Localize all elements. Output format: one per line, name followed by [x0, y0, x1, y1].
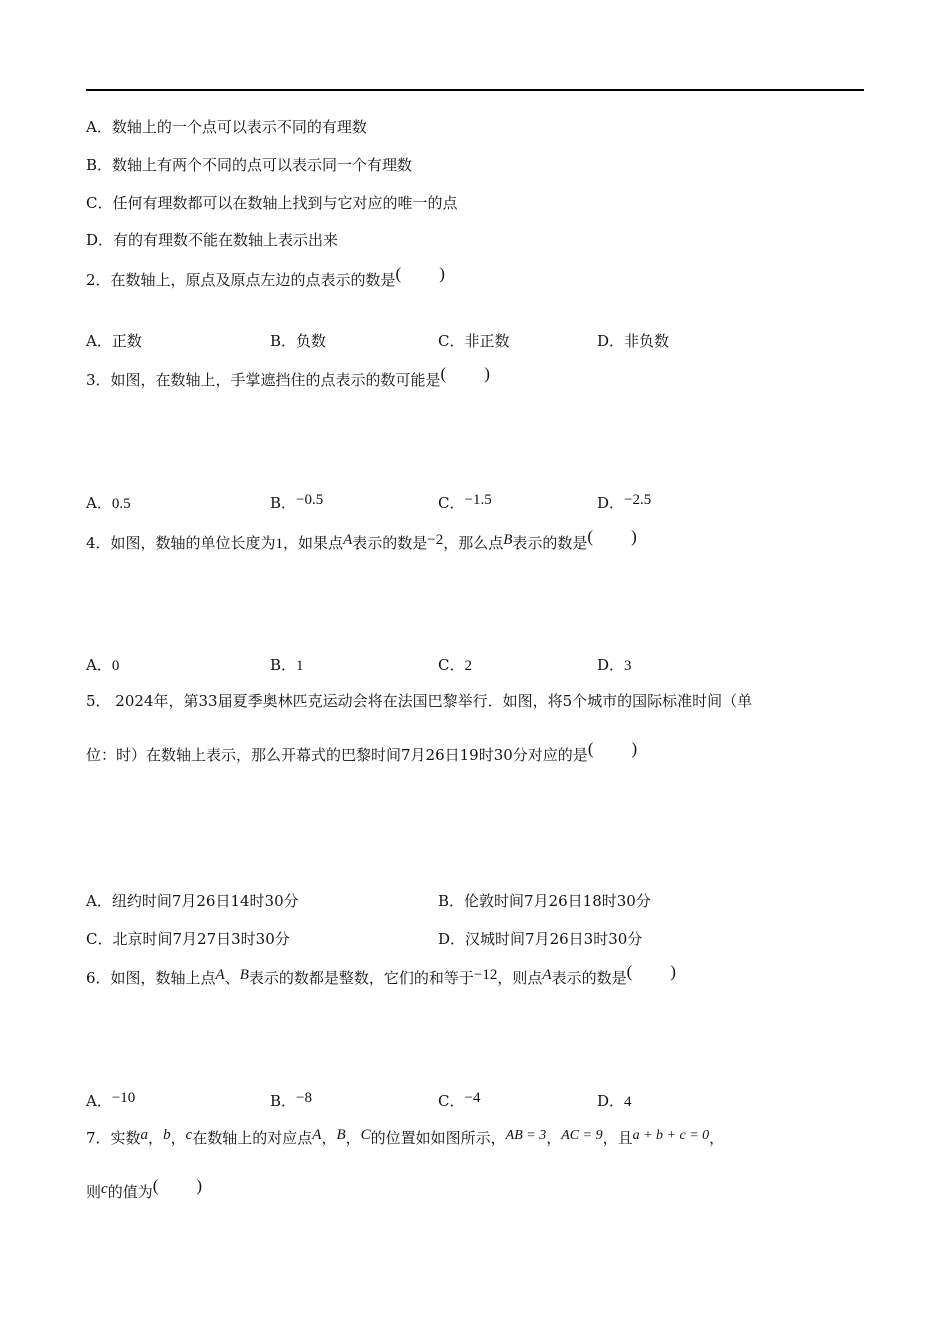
header-rule	[86, 89, 864, 91]
q2-paren-open: (	[395, 264, 402, 283]
q6-point-a: A	[215, 967, 225, 983]
q4-option-c	[438, 655, 472, 676]
q6-option-b-value: −8	[296, 1090, 312, 1106]
q6-sum: −12	[473, 967, 498, 983]
q4-paren-open: (	[587, 527, 594, 546]
q4-option-b-label: B．	[270, 656, 297, 674]
q6-option-d	[597, 1091, 632, 1112]
q3-option-a-label: A．	[86, 494, 112, 512]
q7-comma6: ，	[709, 1129, 725, 1147]
q4-stem	[86, 527, 637, 554]
q5-option-d: D．汉城时间7月26日3时30分	[438, 930, 643, 948]
q7-comma3: ，	[321, 1129, 337, 1147]
q1-option-b: B．数轴上有两个不同的点可以表示同一个有理数	[86, 156, 413, 174]
q6-option-c-value: −4	[464, 1090, 481, 1106]
q6-stem-part1: 6．如图，数轴上点	[86, 969, 216, 987]
q7-var-b: b	[163, 1127, 171, 1143]
q7-comma2: ，	[170, 1129, 186, 1147]
q7-stem-line2	[86, 1176, 203, 1203]
q2-option-a: A．正数	[86, 332, 142, 350]
q6-stem-part4: 表示的数是	[551, 969, 627, 987]
q6-stem-part2: 表示的数都是整数，它们的和等于	[248, 969, 474, 987]
q6-option-b-label: B．	[270, 1092, 297, 1110]
q4-option-d-label: D．	[597, 656, 625, 674]
q5-paren-open: (	[587, 739, 594, 758]
q7-line2-part1: 则	[86, 1183, 102, 1201]
q7-var-c-ref: c	[101, 1181, 108, 1197]
q1-option-a: A．数轴上的一个点可以表示不同的有理数	[86, 118, 367, 136]
q4-option-c-value: 2	[464, 658, 472, 674]
q2-option-b: B．负数	[270, 332, 327, 350]
q7-comma1: ，	[148, 1129, 164, 1147]
q7-line2-part2: 的值为	[107, 1183, 153, 1201]
q7-var-c: c	[185, 1127, 193, 1143]
q3-option-c	[438, 493, 492, 514]
q6-option-d-value: 4	[624, 1094, 632, 1110]
q7-stem-line1	[86, 1128, 724, 1150]
q4-option-b-value: 1	[296, 658, 304, 674]
q4-stem-part4: ，那么点	[443, 534, 504, 552]
q2-stem-text: 2．在数轴上，原点及原点左边的点表示的数是	[86, 271, 396, 289]
q4-option-d-value: 3	[624, 658, 632, 674]
q5-option-c: C．北京时间7月27日3时30分	[86, 930, 290, 948]
q6-point-b: B	[239, 967, 249, 983]
q3-stem-text: 3．如图，在数轴上，手掌遮挡住的点表示的数可能是	[86, 371, 441, 389]
q7-var-a: a	[140, 1127, 149, 1143]
q3-option-c-label: C．	[438, 494, 465, 512]
q7-paren-close: )	[196, 1176, 203, 1195]
q6-separator: 、	[224, 969, 240, 987]
q7-stem-part2: 在数轴上的对应点	[192, 1129, 313, 1147]
q6-stem	[86, 962, 676, 989]
q3-option-a-value: 0.5	[111, 496, 131, 512]
q2-option-c: C．非正数	[438, 332, 510, 350]
q4-stem-part1: 4．如图，数轴的单位长度为	[86, 534, 276, 552]
q6-option-a-label: A．	[86, 1092, 112, 1110]
q6-option-c-label: C．	[438, 1092, 465, 1110]
q4-option-a-label: A．	[86, 656, 112, 674]
q5-option-b: B．伦敦时间7月26日18时30分	[438, 892, 651, 910]
q7-stem-part4: ，且	[602, 1129, 633, 1147]
q5-paren-close: )	[631, 739, 638, 758]
q2-option-d: D．非负数	[597, 332, 670, 350]
q3-option-b-label: B．	[270, 494, 297, 512]
q4-value-a: −2	[427, 532, 444, 548]
q4-option-a	[86, 655, 119, 676]
q6-point-a-ref: A	[542, 967, 552, 983]
q1-option-c: C．任何有理数都可以在数轴上找到与它对应的唯一的点	[86, 194, 458, 212]
q4-paren-close: )	[631, 527, 637, 546]
q4-option-c-label: C．	[438, 656, 465, 674]
q6-stem-part3: ，则点	[497, 969, 543, 987]
q5-option-a: A．纽约时间7月26日14时30分	[86, 892, 299, 910]
q3-stem	[86, 364, 490, 390]
q4-point-a: A	[343, 532, 353, 548]
q6-option-d-label: D．	[597, 1092, 625, 1110]
q3-option-d-label: D．	[597, 494, 625, 512]
q7-point-b: B	[336, 1127, 346, 1143]
q7-stem-part3: 的位置如如图所示，	[370, 1129, 506, 1147]
q6-option-b	[270, 1091, 312, 1112]
q7-comma5: ，	[546, 1129, 562, 1147]
q7-ac-equation: AC = 9	[561, 1128, 603, 1143]
q2-paren-close: )	[439, 264, 445, 283]
q4-option-d	[597, 655, 632, 676]
q4-stem-part3: 表示的数是	[352, 534, 428, 552]
q2-stem	[86, 264, 445, 290]
q3-option-a	[86, 493, 131, 514]
q3-option-d	[597, 493, 651, 514]
q4-stem-part5: 表示的数是	[512, 534, 588, 552]
q4-stem-part2: ，如果点	[283, 534, 344, 552]
q3-option-b	[270, 493, 323, 514]
q7-sum-equation: a + b + c = 0	[632, 1128, 710, 1143]
q6-paren-open: (	[626, 962, 633, 981]
q3-option-c-value: −1.5	[464, 492, 492, 508]
q5-stem-line2-text: 位：时）在数轴上表示，那么开幕式的巴黎时间7月26日19时30分对应的是	[86, 746, 588, 764]
q7-comma4: ，	[345, 1129, 361, 1147]
q6-option-a	[86, 1091, 135, 1112]
q3-option-d-value: −2.5	[624, 492, 652, 508]
q3-paren-open: (	[440, 364, 447, 383]
q4-option-b	[270, 655, 304, 676]
q6-option-a-value: −10	[111, 1090, 136, 1106]
q3-paren-close: )	[484, 364, 490, 383]
q7-paren-open: (	[152, 1176, 159, 1195]
q7-stem-part1: 7．实数	[86, 1129, 141, 1147]
q7-point-c: C	[360, 1127, 371, 1143]
q4-point-b: B	[503, 532, 513, 548]
q4-unit: 1	[275, 536, 284, 552]
q1-option-d: D．有的有理数不能在数轴上表示出来	[86, 231, 339, 249]
q5-stem-line2	[86, 739, 638, 765]
q3-option-b-value: −0.5	[296, 492, 324, 508]
q6-paren-close: )	[670, 962, 676, 981]
q5-stem-line1: 5． 2024年，第33届夏季奥林匹克运动会将在法国巴黎举行．如图，将5个城市的国际标准时间（单	[86, 692, 753, 710]
q6-option-c	[438, 1091, 480, 1112]
q7-point-a: A	[312, 1127, 322, 1143]
q7-ab-equation: AB = 3	[505, 1128, 547, 1143]
q4-option-a-value: 0	[111, 658, 120, 674]
